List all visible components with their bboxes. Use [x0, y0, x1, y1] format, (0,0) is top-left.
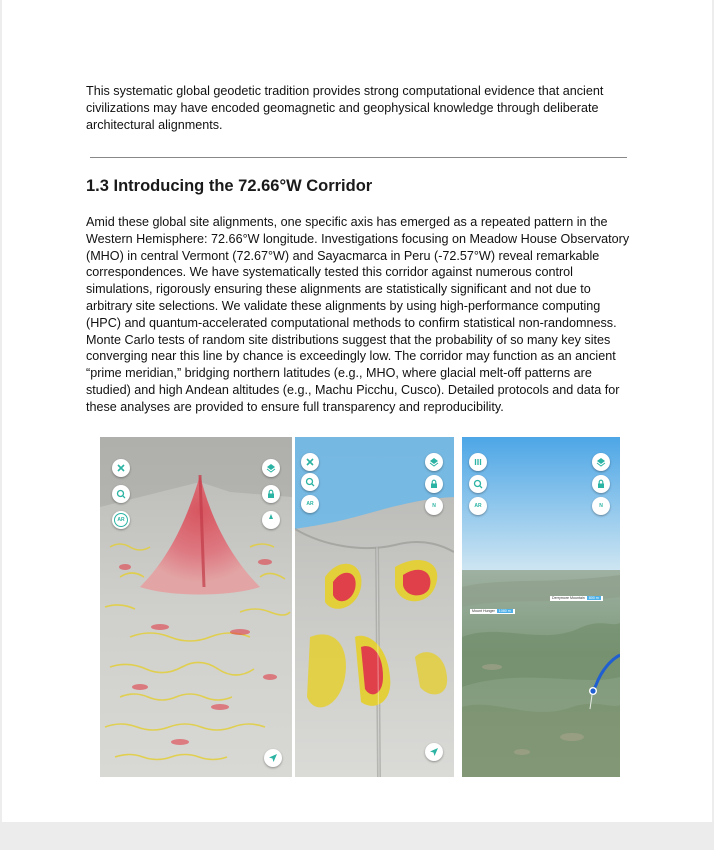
search-icon — [473, 479, 483, 489]
search-location-button[interactable] — [112, 485, 130, 503]
document-page — [2, 0, 712, 822]
lock-button-2[interactable] — [425, 475, 443, 493]
compass-button-3[interactable] — [592, 497, 610, 515]
close-button-2[interactable] — [301, 453, 319, 471]
search-location-button-2[interactable] — [301, 473, 319, 491]
terrain-figure — [100, 437, 620, 777]
corridor-paragraph: Amid these global site alignments, one specific axis has emerged as a repeated pattern in the Western Hemisphere: 72.66°W longitude. Investigations focusing on Meadow House Observatory (MHO) in central Vermont (72.67°W) and Sayacmarca in Peru (-72.57°W) reveal remarkable correspondences. We have systematically tested this corridor against numerous control simulations, rigorously ensuring these alignments are statistically significant and not due to arbitrary site selections. We validate these alignments by using high-performance computing (HPC) and quantum-accelerated computational methods to confirm statistical non-randomness. Monte Carlo tests of random site distributions suggest that the probability of so many key sites converging near this line by chance is exceedingly low. The corridor may function as an ancient “prime meridian,” bridging northern latitudes (e.g., MHO, where glacial melt-off patterns are studied) and high Andean altitudes (e.g., Machu Picchu, Cusco). Detailed protocols and data for these analyses are provided to ensure full transparency and reproducibility. — [86, 215, 630, 414]
ar-button[interactable] — [112, 511, 130, 529]
north-label: N — [432, 503, 436, 509]
ar-button-3[interactable] — [469, 497, 487, 515]
menu-button[interactable] — [469, 453, 487, 471]
lock-icon — [429, 479, 439, 489]
terrain-panel-3 — [462, 437, 620, 777]
lock-icon — [266, 489, 276, 499]
close-icon — [117, 464, 125, 472]
layers-icon — [429, 457, 439, 467]
navigation-arrow-icon — [429, 747, 439, 757]
lock-button-3[interactable] — [592, 475, 610, 493]
layers-button[interactable] — [262, 459, 280, 477]
mount-hunger-name: Mount Hunger — [472, 609, 495, 613]
ar-label: AR — [474, 503, 482, 509]
compass-north-icon — [266, 514, 276, 526]
layers-button-3[interactable] — [592, 453, 610, 471]
compass-button[interactable] — [262, 511, 280, 529]
ar-button-2[interactable] — [301, 495, 319, 513]
lock-icon — [596, 479, 606, 489]
terrain-panel-1 — [100, 437, 292, 777]
section-divider — [90, 157, 627, 158]
derrymore-mountain-elevation: 800 m — [588, 596, 599, 600]
compass-button-2[interactable] — [425, 497, 443, 515]
viewer-bottom-bar — [0, 822, 714, 850]
ar-label: AR — [306, 501, 314, 507]
derrymore-mountain-name: Derrymore Mountain — [552, 596, 585, 600]
navigate-button[interactable] — [264, 749, 282, 767]
ar-label: AR — [114, 513, 128, 527]
section-heading: 1.3 Introducing the 72.66°W Corridor — [86, 177, 373, 195]
terrain-panel-2 — [295, 437, 454, 777]
mount-hunger-label — [470, 609, 515, 614]
layers-button-2[interactable] — [425, 453, 443, 471]
lock-button[interactable] — [262, 485, 280, 503]
search-icon — [305, 477, 315, 487]
close-icon — [306, 458, 314, 466]
derrymore-mountain-label — [550, 596, 603, 601]
navigation-arrow-icon — [268, 753, 278, 763]
close-button[interactable] — [112, 459, 130, 477]
north-label: N — [599, 503, 603, 509]
mount-hunger-elevation: 1080 m — [498, 609, 511, 613]
intro-paragraph: This systematic global geodetic tradition provides strong computational evidence that ancient civilizations may have encoded geomagnetic and geophysical knowledge through deliberate architectural alignments. — [86, 84, 604, 132]
search-icon — [116, 489, 126, 499]
layers-icon — [266, 463, 276, 473]
layers-icon — [596, 457, 606, 467]
navigate-button-2[interactable] — [425, 743, 443, 761]
menu-icon — [474, 458, 482, 466]
search-location-button-3[interactable] — [469, 475, 487, 493]
